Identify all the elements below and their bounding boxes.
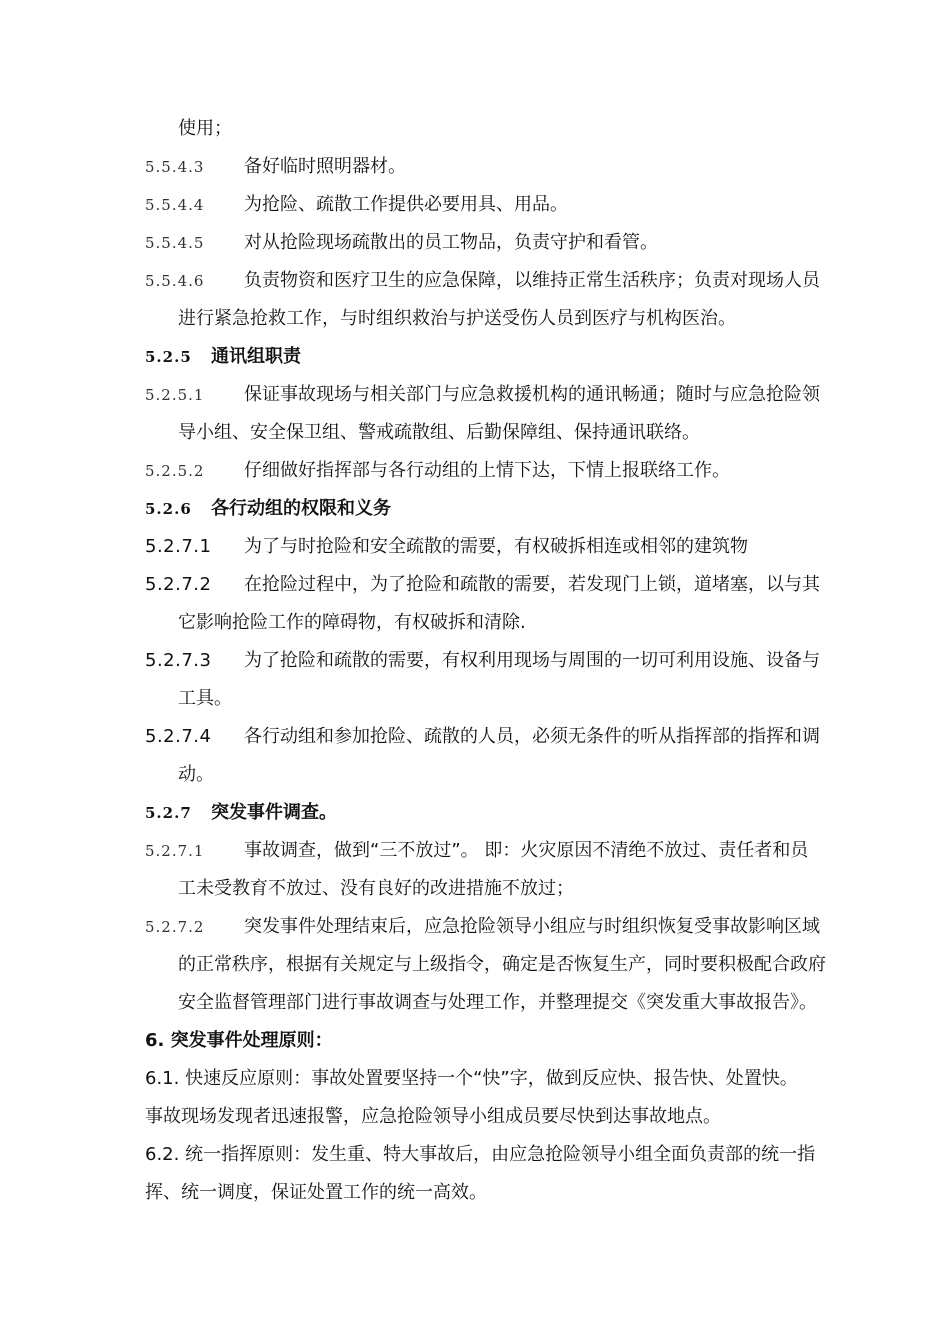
paragraph-line [178, 611, 526, 635]
section-number: 5.2.7 [145, 804, 192, 822]
line-text: 保证事故现场与相关部门与应急救援机构的通讯畅通；随时与应急抢险领 [244, 384, 820, 405]
line-text: 备好临时照明器材。 [244, 156, 406, 177]
list-item-5-2-7-1-investigation [145, 839, 808, 863]
line-text: 工未受教育不放过、没有良好的改进措施不放过； [178, 878, 574, 899]
line-text: 事故现场发现者迅速报警，应急抢险领导小组成员要尽快到达事故地点。 [145, 1106, 721, 1127]
paragraph-line [178, 117, 232, 141]
paragraph-line-6-1 [145, 1067, 798, 1091]
line-text: 进行紧急抢救工作，与时组织救治与护送受伤人员到医疗与机构医治。 [178, 308, 736, 329]
line-text: 为了与时抢险和安全疏散的需要，有权破拆相连或相邻的建筑物 [244, 536, 748, 557]
section-heading-5-2-7 [145, 801, 337, 825]
list-item-5-2-7-2-recovery [145, 915, 820, 939]
item-number: 5.2.7.2 [145, 574, 212, 595]
item-number: 5.2.7.1 [145, 536, 212, 557]
line-text: 为了抢险和疏散的需要，有权利用现场与周围的一切可利用设施、设备与 [244, 650, 820, 671]
line-text: 突发事件处理结束后，应急抢险领导小组应与时组织恢复受事故影响区域 [244, 916, 820, 937]
line-text: 在抢险过程中，为了抢险和疏散的需要，若发现门上锁，道堵塞，以与其 [244, 574, 820, 595]
list-item-5-2-5-2 [145, 459, 730, 483]
line-text: 的正常秩序，根据有关规定与上级指令，确定是否恢复生产，同时要积极配合政府 [178, 954, 826, 975]
line-text: 安全监督管理部门进行事故调查与处理工作，并整理提交《突发重大事故报告》。 [178, 992, 817, 1013]
paragraph-line [178, 687, 232, 711]
section-title: 突发事件调查。 [211, 802, 337, 823]
line-text: 6.2. 统一指挥原则：发生重、特大事故后，由应急抢险领导小组全面负责部的统一指 [145, 1144, 816, 1165]
paragraph-line [178, 991, 817, 1015]
paragraph-line [178, 307, 736, 331]
line-text: 它影响抢险工作的障碍物，有权破拆和清除. [178, 612, 526, 633]
item-number: 5.2.7.2 [145, 918, 205, 936]
line-text: 导小组、安全保卫组、警戒疏散组、后勤保障组、保持通讯联络。 [178, 422, 700, 443]
list-item-5-2-5-1 [145, 383, 820, 407]
list-item-5-5-4-3 [145, 155, 406, 179]
item-number: 5.2.5.2 [145, 462, 205, 480]
list-item-5-2-7-3 [145, 649, 820, 673]
line-text: 使用； [178, 118, 232, 139]
item-number: 5.5.4.5 [145, 234, 205, 252]
item-number: 5.2.7.1 [145, 842, 205, 860]
list-item-5-5-4-4 [145, 193, 568, 217]
paragraph-line [145, 1105, 721, 1129]
line-text: 工具。 [178, 688, 232, 709]
paragraph-line [178, 953, 826, 977]
item-number: 5.2.7.4 [145, 726, 212, 747]
section-title: 6. 突发事件处理原则： [145, 1030, 333, 1051]
line-text: 挥、统一调度，保证处置工作的统一高效。 [145, 1182, 487, 1203]
line-text: 动。 [178, 764, 214, 785]
paragraph-line [178, 763, 214, 787]
section-title: 通讯组职责 [211, 346, 301, 367]
line-text: 仔细做好指挥部与各行动组的上情下达，下情上报联络工作。 [244, 460, 730, 481]
section-title: 各行动组的权限和义务 [211, 498, 391, 519]
line-text: 6.1. 快速反应原则：事故处置要坚持一个“快”字，做到反应快、报告快、处置快。 [145, 1068, 798, 1089]
section-number: 5.2.6 [145, 500, 192, 518]
item-number: 5.5.4.6 [145, 272, 205, 290]
list-item-5-5-4-6 [145, 269, 820, 293]
list-item-5-2-7-1 [145, 535, 748, 559]
list-item-5-2-7-4 [145, 725, 820, 749]
paragraph-line-6-2 [145, 1143, 815, 1167]
line-text: 为抢险、疏散工作提供必要用具、用品。 [244, 194, 568, 215]
item-number: 5.2.7.3 [145, 650, 212, 671]
list-item-5-5-4-5 [145, 231, 658, 255]
section-heading-5-2-6 [145, 497, 391, 521]
item-number: 5.5.4.3 [145, 158, 205, 176]
line-text: 事故调查，做到“三不放过”。 即：火灾原因不清绝不放过、责任者和员 [244, 840, 809, 861]
line-text: 各行动组和参加抢险、疏散的人员，必须无条件的听从指挥部的指挥和调 [244, 726, 820, 747]
paragraph-line [178, 421, 700, 445]
line-text: 负责物资和医疗卫生的应急保障，以维持正常生活秩序；负责对现场人员 [244, 270, 820, 291]
section-heading-5-2-5 [145, 345, 301, 369]
line-text: 对从抢险现场疏散出的员工物品，负责守护和看管。 [244, 232, 658, 253]
section-number: 5.2.5 [145, 348, 192, 366]
item-number: 5.5.4.4 [145, 196, 205, 214]
section-heading-6 [145, 1029, 333, 1053]
item-number: 5.2.5.1 [145, 386, 205, 404]
paragraph-line [145, 1181, 487, 1205]
list-item-5-2-7-2 [145, 573, 820, 597]
paragraph-line [178, 877, 574, 901]
